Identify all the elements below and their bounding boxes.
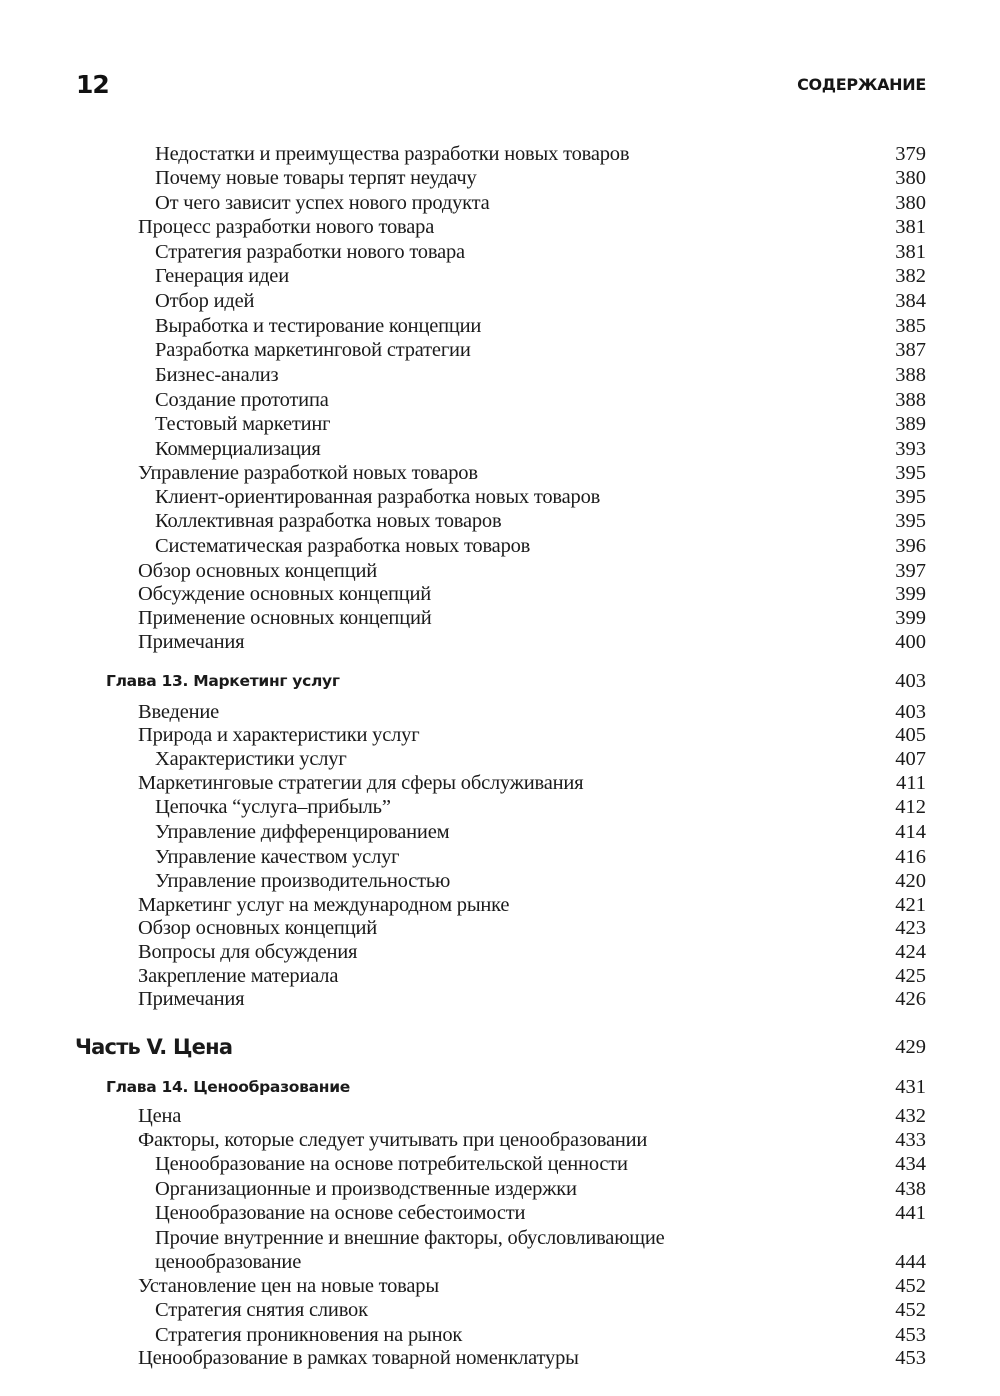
toc-entry: [0, 1128, 1000, 1152]
toc-entry: [0, 264, 1000, 288]
toc-entry-page: 395: [895, 462, 926, 484]
toc-entry-page: 393: [895, 438, 926, 460]
toc-entry-title: Недостатки и преимущества разработки новых товаров: [155, 143, 630, 165]
toc-entry-page: 399: [895, 583, 926, 605]
toc-entry-page: 420: [895, 870, 926, 892]
toc-entry: [0, 363, 1000, 387]
toc-entry-title: Генерация идеи: [155, 265, 289, 287]
toc-entry: [0, 964, 1000, 988]
toc-chapter: [0, 669, 1000, 693]
toc-entry: [0, 1346, 1000, 1370]
running-title: СОДЕРЖАНИЕ: [797, 75, 926, 94]
toc-entry-page: 429: [895, 1036, 926, 1058]
toc-entry-title: Бизнес-анализ: [155, 364, 279, 386]
toc-entry: [0, 437, 1000, 461]
toc-entry-title: Природа и характеристики услуг: [138, 724, 420, 746]
toc-entry: [0, 630, 1000, 654]
toc-entry-page: 396: [895, 535, 926, 557]
toc-entry-page: 412: [895, 796, 926, 818]
toc-entry-title: Стратегия снятия сливок: [155, 1299, 368, 1321]
toc-entry-title: Обсуждение основных концепций: [138, 583, 432, 605]
toc-entry-title: Коммерциализация: [155, 438, 321, 460]
toc-entry-page: 407: [895, 748, 926, 770]
toc-entry-page: 379: [895, 143, 926, 165]
toc-entry: [0, 987, 1000, 1011]
toc-entry: [0, 388, 1000, 412]
toc-entry: [0, 461, 1000, 485]
toc-entry: [0, 940, 1000, 964]
toc-entry-page: 411: [896, 772, 926, 794]
toc-chapter: [0, 1075, 1000, 1099]
toc-entry: [0, 1177, 1000, 1201]
toc-entry-title: Клиент-ориентированная разработка новых товаров: [155, 486, 601, 508]
toc-entry: [0, 559, 1000, 583]
toc-entry: [0, 1152, 1000, 1176]
toc-entry-title: Управление качеством услуг: [155, 846, 400, 868]
toc-entry: [0, 1201, 1000, 1225]
toc-entry-title: Маркетинг услуг на международном рынке: [138, 894, 510, 916]
toc-entry-page: 421: [895, 894, 926, 916]
toc-entry: [0, 338, 1000, 362]
toc-entry-title: Стратегия проникновения на рынок: [155, 1324, 463, 1346]
toc-entry-title: Ценообразование в рамках товарной номенклатуры: [138, 1347, 579, 1369]
toc-entry-title: Тестовый маркетинг: [155, 413, 331, 435]
toc-entry-page: 405: [895, 724, 926, 746]
toc-entry: [0, 1298, 1000, 1322]
toc-entry-title: Примечания: [138, 631, 245, 653]
toc-entry-page: 431: [895, 1076, 926, 1098]
toc-entry-title: Глава 14. Ценообразование: [106, 1078, 350, 1096]
toc-entry-title: Применение основных концепций: [138, 607, 432, 629]
toc-entry-page: 403: [895, 670, 926, 692]
toc-entry-page: 387: [895, 339, 926, 361]
toc-part: [0, 1035, 1000, 1059]
toc-entry-page: 452: [895, 1275, 926, 1297]
toc-entry-title: Цепочка “услуга–прибыль”: [155, 796, 391, 818]
toc-entry-title: Процесс разработки нового товара: [138, 216, 435, 238]
toc-entry-title: Глава 13. Маркетинг услуг: [106, 672, 340, 690]
toc-entry: [0, 845, 1000, 869]
toc-entry-title: Стратегия разработки нового товара: [155, 241, 465, 263]
toc-entry-page: 381: [895, 216, 926, 238]
toc-entry: [0, 771, 1000, 795]
toc-entry-title: Организационные и производственные издержки: [155, 1178, 577, 1200]
toc-entry: [0, 289, 1000, 313]
toc-entry-title: ценообразование: [155, 1251, 302, 1273]
toc-entry: [0, 723, 1000, 747]
toc-entry-page: 382: [895, 265, 926, 287]
toc-entry-title: Ценообразование на основе себестоимости: [155, 1202, 526, 1224]
toc-entry-title: Управление производительностью: [155, 870, 451, 892]
toc-entry: [0, 869, 1000, 893]
toc-entry: [0, 215, 1000, 239]
toc-entry-page: 432: [895, 1105, 926, 1127]
toc-entry: [0, 700, 1000, 724]
toc-entry: [0, 820, 1000, 844]
toc-entry-title: Управление дифференцированием: [155, 821, 450, 843]
toc-entry-page: 385: [895, 315, 926, 337]
toc-entry-page: 395: [895, 510, 926, 532]
toc-entry: [0, 534, 1000, 558]
toc-entry: [0, 1323, 1000, 1347]
toc-entry-page: 433: [895, 1129, 926, 1151]
toc-entry: [0, 1274, 1000, 1298]
toc-entry: [0, 191, 1000, 215]
toc-entry-page: 441: [895, 1202, 926, 1224]
toc-entry-title: Закрепление материала: [138, 965, 339, 987]
toc-entry-title: Создание прототипа: [155, 389, 329, 411]
toc-entry-title: Примечания: [138, 988, 245, 1010]
toc-entry-page: 403: [895, 701, 926, 723]
toc-entry-page: 414: [895, 821, 926, 843]
toc-entry: [0, 582, 1000, 606]
toc-entry: [0, 509, 1000, 533]
toc-entry-page: 452: [895, 1299, 926, 1321]
toc-entry: [0, 893, 1000, 917]
toc-entry: [0, 747, 1000, 771]
toc-entry-title: Прочие внутренние и внешние факторы, обусловливающие: [155, 1227, 665, 1249]
toc-entry-page: 453: [895, 1347, 926, 1369]
toc-entry-title: Часть V. Цена: [75, 1035, 233, 1059]
page-number: 12: [76, 70, 109, 99]
toc-entry: [0, 795, 1000, 819]
toc-entry-title: От чего зависит успех нового продукта: [155, 192, 490, 214]
toc-entry-title: Систематическая разработка новых товаров: [155, 535, 531, 557]
toc-entry-page: 399: [895, 607, 926, 629]
toc-entry: [0, 142, 1000, 166]
toc-entry: [0, 240, 1000, 264]
toc-entry-page: 388: [895, 389, 926, 411]
toc-entry-title: Коллективная разработка новых товаров: [155, 510, 502, 532]
toc-entry-page: 397: [895, 560, 926, 582]
toc-entry-page: 426: [895, 988, 926, 1010]
toc-entry-page: 400: [895, 631, 926, 653]
toc-entry-title: Факторы, которые следует учитывать при ценообразовании: [138, 1129, 648, 1151]
toc-entry: [0, 485, 1000, 509]
toc-entry-page: 416: [895, 846, 926, 868]
toc-entry: [0, 1226, 1000, 1250]
toc-entry-title: Почему новые товары терпят неудачу: [155, 167, 477, 189]
toc-entry-title: Разработка маркетинговой стратегии: [155, 339, 471, 361]
toc-entry-page: 395: [895, 486, 926, 508]
toc-entry-page: 444: [895, 1251, 926, 1273]
toc-entry-page: 389: [895, 413, 926, 435]
toc-entry: [0, 916, 1000, 940]
toc-entry: [0, 166, 1000, 190]
toc-entry: [0, 412, 1000, 436]
toc-entry-page: 438: [895, 1178, 926, 1200]
toc-entry-title: Отбор идей: [155, 290, 255, 312]
toc-entry: [0, 1250, 1000, 1274]
toc-entry-title: Маркетинговые стратегии для сферы обслуживания: [138, 772, 584, 794]
toc-entry-page: 453: [895, 1324, 926, 1346]
toc-entry-page: 423: [895, 917, 926, 939]
toc-entry-page: 425: [895, 965, 926, 987]
toc-entry-title: Вопросы для обсуждения: [138, 941, 358, 963]
toc-entry-title: Установление цен на новые товары: [138, 1275, 439, 1297]
toc-entry-title: Управление разработкой новых товаров: [138, 462, 478, 484]
toc-entry-title: Цена: [138, 1105, 182, 1127]
toc-entry-page: 384: [895, 290, 926, 312]
toc-entry-page: 424: [895, 941, 926, 963]
toc-entry-title: Введение: [138, 701, 220, 723]
toc-entry-page: 380: [895, 192, 926, 214]
toc-entry: [0, 314, 1000, 338]
toc-entry: [0, 606, 1000, 630]
toc-entry-title: Обзор основных концепций: [138, 917, 378, 939]
toc-entry: [0, 1104, 1000, 1128]
toc-entry-page: 380: [895, 167, 926, 189]
toc-entry-title: Ценообразование на основе потребительской ценности: [155, 1153, 628, 1175]
toc-entry-title: Характеристики услуг: [155, 748, 347, 770]
toc-entry-title: Выработка и тестирование концепции: [155, 315, 482, 337]
toc-entry-page: 388: [895, 364, 926, 386]
toc-entry-page: 381: [895, 241, 926, 263]
toc-entry-page: 434: [895, 1153, 926, 1175]
toc-entry-title: Обзор основных концепций: [138, 560, 378, 582]
